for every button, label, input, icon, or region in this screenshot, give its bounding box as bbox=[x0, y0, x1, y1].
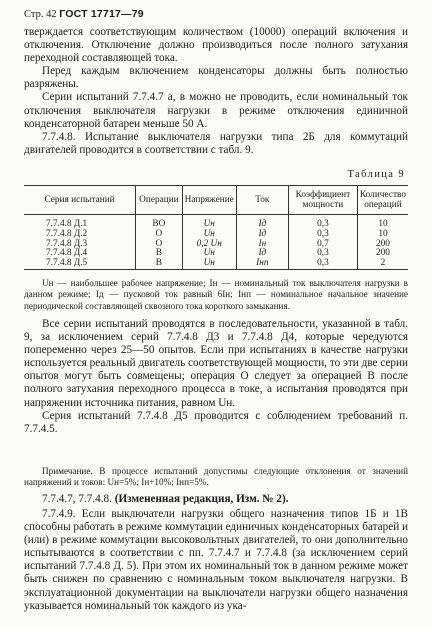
table-cell: В bbox=[136, 259, 183, 269]
paragraph-text: Все серии испытаний проводятся в последовательности, указанной в табл. 9, за исключением серий 7.7.4.8 Д3 и 7.7.4.8 Д4, которые чередуются попеременно через 25—50 опытов. Если при испытаниях в качестве нагрузки используется реальный двигатель соответствующей мощности, то эти две серии опытов могут быть совмещены; операция О следует за операцией В после полного затухания переходного процесса в токе, а испытания проводятся при напряжении источника питания, равном Uн. bbox=[24, 318, 408, 409]
table-cell: Iд bbox=[236, 249, 288, 259]
column-header: Количество операций bbox=[357, 186, 408, 215]
page-header bbox=[24, 8, 144, 20]
table-row bbox=[24, 259, 408, 269]
table-cell: О bbox=[136, 230, 183, 240]
column-header: Операции bbox=[136, 186, 183, 215]
table-cell: 7.7.4.8 Д.2 bbox=[24, 230, 136, 240]
table-cell: 7.7.4.8 Д.1 bbox=[24, 220, 136, 230]
paragraph-text: 7.7.4.9. Если выключатели нагрузки общего назначения типов 1Б и 1В способны работать в режиме коммутации единичных конденсаторных батарей и (или) в режиме коммутации высоковольтных двигателей, то они дополнительно испытываются в соответствии с пп. 7.7.4.7 и 7.7.4.8 (за исключением серий испытаний 7.7.4.8 Д. 5). При этом их номинальный ток в данном режиме может быть снижен по сравнению с номинальным током выключателя нагрузки. В эксплуатационной документации на выключатели нагрузки общего назначения указывается номинальный ток каждого из ука- bbox=[24, 508, 408, 612]
paragraph-block-bottom bbox=[24, 508, 408, 613]
table-cell: Iн bbox=[236, 240, 288, 250]
table-cell: 200 bbox=[375, 248, 390, 259]
column-header: Напряжение bbox=[182, 186, 236, 215]
gost-number: ГОСТ 17717—79 bbox=[59, 8, 144, 20]
table-legend bbox=[24, 278, 408, 312]
column-header: Ток bbox=[236, 186, 288, 215]
table-cell: О bbox=[136, 240, 183, 250]
page-number: Стр. 42 bbox=[24, 9, 57, 20]
column-header: Серия испытаний bbox=[24, 186, 136, 215]
revision-paragraph bbox=[24, 493, 408, 506]
table-cell: 7.7.4.8 Д.3 bbox=[24, 240, 136, 250]
table-cell: 10 bbox=[378, 219, 388, 229]
table-cell: 200 bbox=[375, 238, 390, 249]
table-cell: Uн bbox=[182, 220, 236, 230]
table-cell: 0,3 bbox=[288, 230, 357, 240]
note-block bbox=[24, 466, 408, 489]
paragraph-text: Перед каждым включением конденсаторы должны быть полностью разряжены. bbox=[24, 65, 408, 91]
revision-text: (Измененная редакция, Изм. № 2). bbox=[114, 493, 289, 505]
table-cell: ВО bbox=[136, 220, 183, 230]
table-cell: 7.7.4.8 Д.4 bbox=[24, 249, 136, 259]
table-cell: Iд bbox=[236, 220, 288, 230]
paragraph-text: Серии испытаний 7.7.4.7 а, в можно не проводить, если номинальный ток отключения выключателя нагрузки в режиме отключения единичной конденсаторной батареи меньше 50 А. bbox=[24, 91, 408, 130]
paragraph-text: 7.7.4.8. Испытание выключателя нагрузки типа 2Б для коммутаций двигателей проводится в соответствии с табл. 9. bbox=[24, 130, 408, 156]
table-cell: Uн bbox=[182, 230, 236, 240]
paragraph-block-mid bbox=[24, 318, 408, 436]
paragraph-text: тверждается соответствующим количеством (10000) операций включения и отключения. Отключение должно производиться после полного затухания переходной составляющей тока. bbox=[24, 26, 408, 65]
note-paragraph bbox=[24, 466, 408, 489]
table-header-row bbox=[24, 186, 408, 215]
table-cell: 0,3 bbox=[288, 220, 357, 230]
table-cell: Uн bbox=[182, 259, 236, 269]
revision-refs: 7.7.4.7, 7.7.4.8. bbox=[42, 493, 112, 505]
table-cell: 10 bbox=[378, 228, 388, 239]
paragraph-text: Серия испытаний 7.7.4.8 Д5 проводится с соблюдением требований п. 7.7.4.5. bbox=[24, 409, 408, 435]
table-title: Таблица 9 bbox=[347, 169, 405, 180]
revision-line bbox=[24, 493, 408, 506]
paragraph-block-top bbox=[24, 26, 408, 157]
legend-text: Uн — наибольшее рабочее напряжение; Iн — номинальный ток выключателя нагрузки в данном режиме; Iд — пусковой ток равный 6Iн; Iнп — номинальное начальное значение периодической составляющей сквозного тока короткого замыкания. bbox=[24, 278, 408, 311]
note-label: Примечание. bbox=[42, 466, 93, 476]
table-cell: 2 bbox=[357, 259, 408, 269]
table-cell: 0,3 bbox=[288, 249, 357, 259]
column-header: Коэффициент мощности bbox=[288, 186, 357, 215]
table-cell: 0,7 bbox=[288, 240, 357, 250]
test-series-table bbox=[24, 185, 408, 270]
table-cell: В bbox=[136, 249, 183, 259]
table-cell: 0,3 bbox=[288, 259, 357, 269]
table-cell: Iнп bbox=[236, 259, 288, 269]
note-text: В процессе испытаний допустимы следующие отклонения от значений напряжений и токов: Uн=5%; Iн+10%; Iнп=5%. bbox=[24, 466, 409, 488]
table-cell: 0,2 Uн bbox=[182, 240, 236, 250]
table-cell: Iд bbox=[236, 230, 288, 240]
table-cell: Uн bbox=[182, 249, 236, 259]
table-cell: 7.7.4.8 Д.5 bbox=[24, 259, 136, 269]
